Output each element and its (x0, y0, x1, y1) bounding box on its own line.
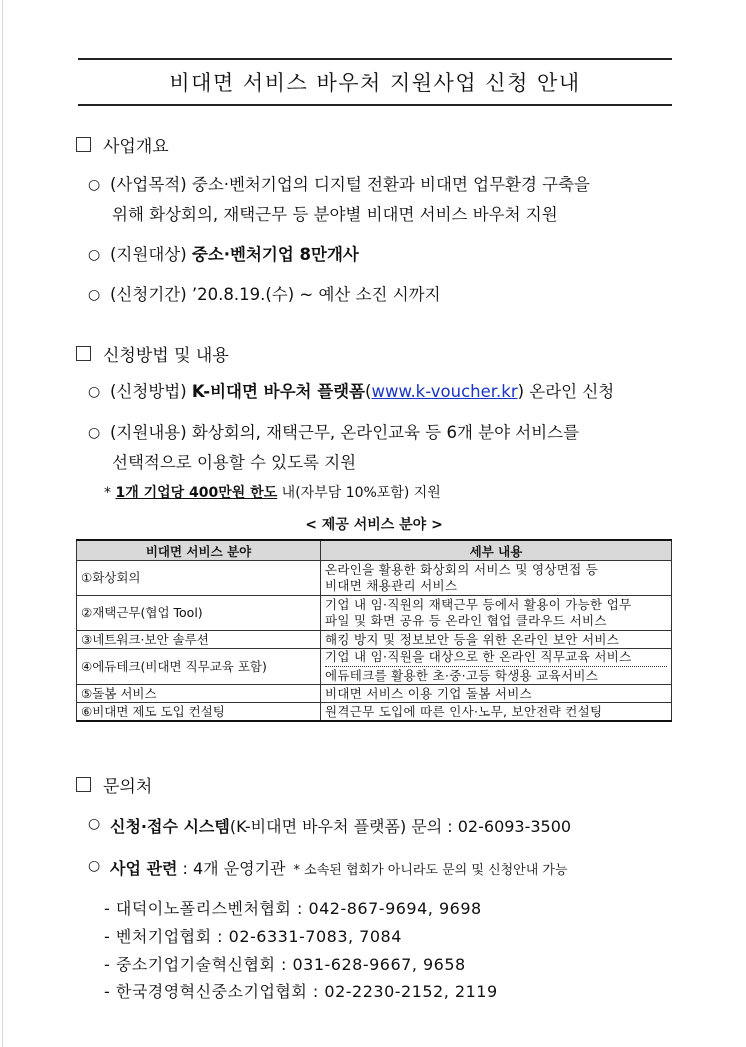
page-edge (2, 0, 3, 1047)
detail-line: 에듀테크를 활용한 초·중·고등 학생용 교육서비스 (325, 668, 599, 683)
method-platform: K-비대면 바우처 플랫폼 (191, 382, 366, 401)
bullet-circle-icon: ○ (88, 816, 101, 832)
table-cell-field: ④에듀테크(비대면 직무교육 포함) (77, 649, 321, 685)
note-star: * (104, 485, 116, 501)
table-caption: < 제공 서비스 분야 > (305, 517, 443, 533)
table-row (77, 649, 672, 685)
contact-system (88, 814, 572, 837)
table-header-field: 비대면 서비스 분야 (77, 540, 321, 561)
method-suffix: ) 온라인 신청 (517, 382, 615, 401)
method-open-paren: ( (365, 382, 372, 401)
purpose-line-1: (사업목적) 중소·벤처기업의 디지털 전환과 비대면 업무환경 구축을 (110, 175, 590, 194)
table-cell-detail (321, 561, 672, 596)
org-contact-item: - 대덕이노폴리스벤처협회 : 042-867-9694, 9698 (104, 899, 482, 918)
support-limit-note (104, 482, 441, 502)
checkbox-square-icon (76, 137, 91, 152)
table-cell-field: ③네트워크·보안 솔루션 (77, 631, 321, 649)
table-cell-field: ⑤돌봄 서비스 (77, 685, 321, 703)
section-title: 사업개요 (103, 137, 169, 157)
detail-line: 기업 내 임·직원의 재택근무 등에서 활용이 가능한 업무 (325, 597, 632, 612)
detail-line: 비대면 채용관리 서비스 (325, 578, 458, 593)
section-title: 신청방법 및 내용 (103, 346, 229, 366)
table-cell-detail: 비대면 서비스 이용 기업 돌봄 서비스 (321, 685, 672, 703)
org-contact-item: - 벤처기업협회 : 02-6331-7083, 7084 (104, 927, 402, 946)
method-label: (신청방법) (110, 382, 192, 401)
table-header-row (77, 540, 672, 561)
detail-line: 온라인을 활용한 화상회의 서비스 및 영상면접 등 (325, 562, 599, 577)
bullet-circle-icon: ○ (88, 384, 101, 400)
org-contact-item: - 중소기업기술혁신협회 : 031-628-9667, 9658 (104, 955, 466, 974)
note-limit: 1개 기업당 400만원 한도 (115, 485, 278, 501)
checkbox-square-icon (76, 346, 91, 361)
content-line-1: (지원내용) 화상회의, 재택근무, 온라인교육 등 6개 분야 서비스를 (110, 423, 580, 442)
detail-line: 기업 내 임·직원을 대상으로 한 온라인 직무교육 서비스 (325, 649, 667, 667)
table-cell-field: ①화상회의 (77, 561, 321, 596)
table-row (77, 631, 672, 649)
target-label: (지원대상) (110, 245, 192, 264)
purpose-line-2: 위해 화상회의, 재택근무 등 분야별 비대면 서비스 바우처 지원 (112, 205, 558, 224)
table-cell-field: ⑥비대면 제도 도입 컨설팅 (77, 703, 321, 722)
bullet-circle-icon: ○ (88, 287, 101, 303)
table-cell-detail: 해킹 방지 및 정보보안 등을 위한 온라인 보안 서비스 (321, 631, 672, 649)
target-value: 중소·벤처기업 8만개사 (191, 245, 359, 264)
table-header-detail: 세부 내용 (321, 540, 672, 561)
content-line-2: 선택적으로 이용할 수 있도록 지원 (112, 453, 357, 472)
section-heading-contact (76, 772, 152, 797)
table-row (77, 685, 672, 703)
table-cell-detail (321, 649, 672, 685)
table-row (77, 596, 672, 631)
section-heading-method (76, 341, 229, 366)
bullet-circle-icon: ○ (88, 858, 101, 874)
section-title: 문의처 (103, 777, 153, 797)
bullet-circle-icon: ○ (88, 247, 101, 263)
voucher-site-link[interactable]: www.k-voucher.kr (371, 382, 518, 401)
period-text: (신청기간) ’20.8.19.(수) ~ 예산 소진 시까지 (110, 285, 441, 304)
business-note: * 소속된 협회가 아니라도 문의 및 신청안내 가능 (293, 863, 568, 878)
business-label: 사업 관련 (110, 859, 178, 878)
detail-line: 파일 및 화면 공유 등 온라인 협업 클라우드 서비스 (325, 613, 607, 628)
checkbox-square-icon (76, 777, 91, 792)
system-phone: (K-비대면 바우처 플랫폼) 문의 : 02-6093-3500 (229, 817, 572, 836)
table-cell-detail (321, 596, 672, 631)
note-rest: 내(자부담 10%포함) 지원 (277, 485, 441, 501)
contact-business (88, 856, 568, 879)
business-orgs: : 4개 운영기관 (177, 859, 286, 878)
bullet-circle-icon: ○ (88, 425, 101, 441)
table-row (77, 561, 672, 596)
page-title: 비대면 서비스 바우처 지원사업 신청 안내 (78, 58, 672, 106)
table-cell-field: ②재택근무(협업 Tool) (77, 596, 321, 631)
bullet-circle-icon: ○ (88, 177, 101, 193)
section-heading-overview (76, 132, 169, 157)
org-contact-item: - 한국경영혁신중소기업협회 : 02-2230-2152, 2119 (104, 982, 498, 1001)
service-table (76, 539, 672, 722)
table-row (77, 703, 672, 722)
table-cell-detail: 원격근무 도입에 따른 인사·노무, 보안전략 컨설팅 (321, 703, 672, 722)
system-label: 신청·접수 시스템 (110, 817, 230, 836)
